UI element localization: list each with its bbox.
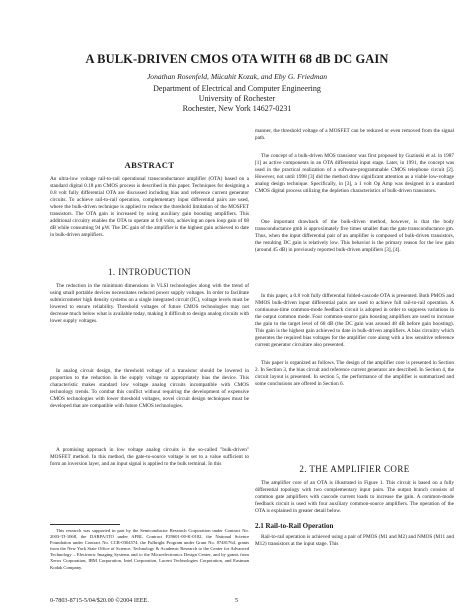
affiliation-university: University of Rochester: [198, 94, 276, 103]
right-paragraph-4: In this paper, a 0.8 volt fully differential folded-cascode OTA is presented. Both PMOS and NMOS bulk-driven input differential pairs are used to achieve full rail-to-rail operation. A continuous-time common-mode feedback circuit is adopted in order to suppress variations in the output common mode. Four common-source gain boosting amplifiers are used to increase the gain to the target level of 68 dB (the DC gain was around 48 dB before gain boosting). This gain is the highest gain achieved to date in bulk-driven amplifiers. A bias circuitry which generates the required bias voltages for the amplifier core along with a low sensitive reference current generator circuitare also presented.: [255, 293, 454, 349]
right-paragraph-2: The concept of a bulk-driven MOS transistor was first proposed by Guzinski et al. in 1987 [1] as active components in an OTA differential input stage. Later, in 1991, the concept was used in the practical realization of a software-programmable CMOS telephone circuit [2]. However, not until 1998 [3] did the method draw significant attention as a viable low-voltage analog design technique. Specifically, in [3], a 1 volt Op Amp was designed in a standard CMOS digital process utilizing the depletion characteristics of bulk-driven transistors.: [255, 153, 454, 195]
intro-paragraph-3: A promising approach in low voltage analog circuits is the so-called "bulk-driven" MOSFET method. In this method, the gate-to-source voltage is set to a value sufficient to form an inversion layer, and an input signal is applied to the bulk terminal. In this: [50, 447, 249, 468]
right-paragraph-7: Rail-to-rail operation is achieved using a pair of PMOS (M1 and M2) and NMOS (M11 and M12) transistors at the input stage. This: [255, 534, 455, 548]
abstract-text: An ultra-low voltage rail-to-rail operational transconductance amplifier (OTA) based on a standard digital 0.18 μm CMOS process is described in this paper. Techniques for designing a 0.8 volt fully differential OTA are discussed including bias and reference current generator circuits. To achieve rail-to-rail operation, complementary input differential pairs are used, where the bulk-driven technique is applied to reduce the threshold limitation of the MOSFET transistors. The OTA gain is increased by using auxiliary gain boosting amplifiers. This additional circuitry enables the OTA to operate at 0.8 volts, achieving an open loop gain of 68 dB while consuming 94 μW. The DC gain of the amplifier is the highest gain achieved to date in bulk-driven amplifiers.: [50, 176, 249, 239]
paper-title: A BULK-DRIVEN CMOS OTA WITH 68 dB DC GAIN: [85, 52, 389, 66]
intro-paragraph-2: In analog circuit design, the threshold voltage of a transistor should be lowered in proportion to the reduction in the supply voltage to appropriately bias the device. This characteristic makes standard low voltage analog circuits incompatible with CMOS technology trends. To combat this conflict without requiring the development of expensive CMOS technologies with lower threshold voltages, novel circuit design techniques must be developed that are compatible with future CMOS technologies.: [50, 368, 249, 410]
introduction-heading: 1. INTRODUCTION: [108, 267, 191, 277]
right-paragraph-3: One important drawback of the bulk-driven method, however, is that the body transconductance gmb is approximately five times smaller than the gate transconductance gm. Thus, when the input differential pair of an amplifier is composed of bulk-driven transistors, the resulting DC gain is relatively low. This behavior is the primary reason for the low gain (around 45 dB) in previously reported bulk-driven amplifiers [3], [4].: [255, 219, 454, 254]
affiliation-address: Rochester, New York 14627-0231: [182, 104, 292, 113]
right-paragraph-5: This paper is organized as follows. The design of the amplifier core is presented in Section 2. In Section 3, the bias circuit and reference current generator are described. In Section 4, the circuit layout is presented. In section 5, the performance of the amplifier is summarized and some conclusions are offered in Section 6.: [255, 360, 454, 388]
footnote-divider: [50, 524, 120, 525]
abstract-heading: ABSTRACT: [124, 160, 175, 170]
intro-paragraph-1: The reduction in the minimum dimensions in VLSI technologies along with the trend of using small portable devices necessitates reduced power supply voltages. In order to facilitate submicrometer high density systems on a single integrated circuit (IC), voltage levels must be lowered to ensure reliability. Threshold voltages of future CMOS technologies may not decrease much below what is available today, making it difficult to design analog circuits with lower supply voltages.: [50, 283, 249, 325]
right-paragraph-1: manner, the threshold voltage of a MOSFET can be reduced or even removed from the signal path.: [255, 128, 454, 142]
page-number: 5: [235, 597, 239, 604]
amplifier-core-heading: 2. THE AMPLIFIER CORE: [299, 464, 410, 474]
author-list: Jonathan Rosenfeld, Mücahit Kozak, and Eby G. Friedman: [146, 72, 328, 81]
footnote: This research was supported in part by the Semiconductor Research Corporation under Contract No. 2003-TJ-1068, the DARPA/ITO under AFRL Contract F29601-00-K-0182, the National Science Foundation under Contract No. CCR-0304574, the Fulbright Program under Grant No. 87481764, grants from the New York State Office of Science, Technology & Academic Research to the Center for Advanced Technology – Electronic Imaging Systems and to the Microelectronics Design Center, and by grants from Xerox Corporation, IBM Corporation, Intel Corporation, Lucent Technologies Corporation, and Eastman Kodak Company.: [50, 528, 249, 570]
copyright-line: 0-7803-8715-5/04/$20.00 ©2004 IEEE.: [50, 597, 149, 604]
affiliation: [0, 84, 474, 114]
right-paragraph-6: The amplifier core of an OTA is illustrated in Figure 1. This circuit is based on a fully differential topology with two complementary input pairs. The output branch consists of common gate amplifiers with cascode current loads to increase the gain. A common-mode feedback circuit is used with four auxiliary common-source amplifiers. The operation of the OTA is explained in greater detail below.: [255, 480, 454, 515]
affiliation-department: Department of Electrical and Computer Engineering: [153, 84, 321, 93]
rail-to-rail-subheading: 2.1 Rail-to-Rail Operation: [255, 522, 334, 530]
